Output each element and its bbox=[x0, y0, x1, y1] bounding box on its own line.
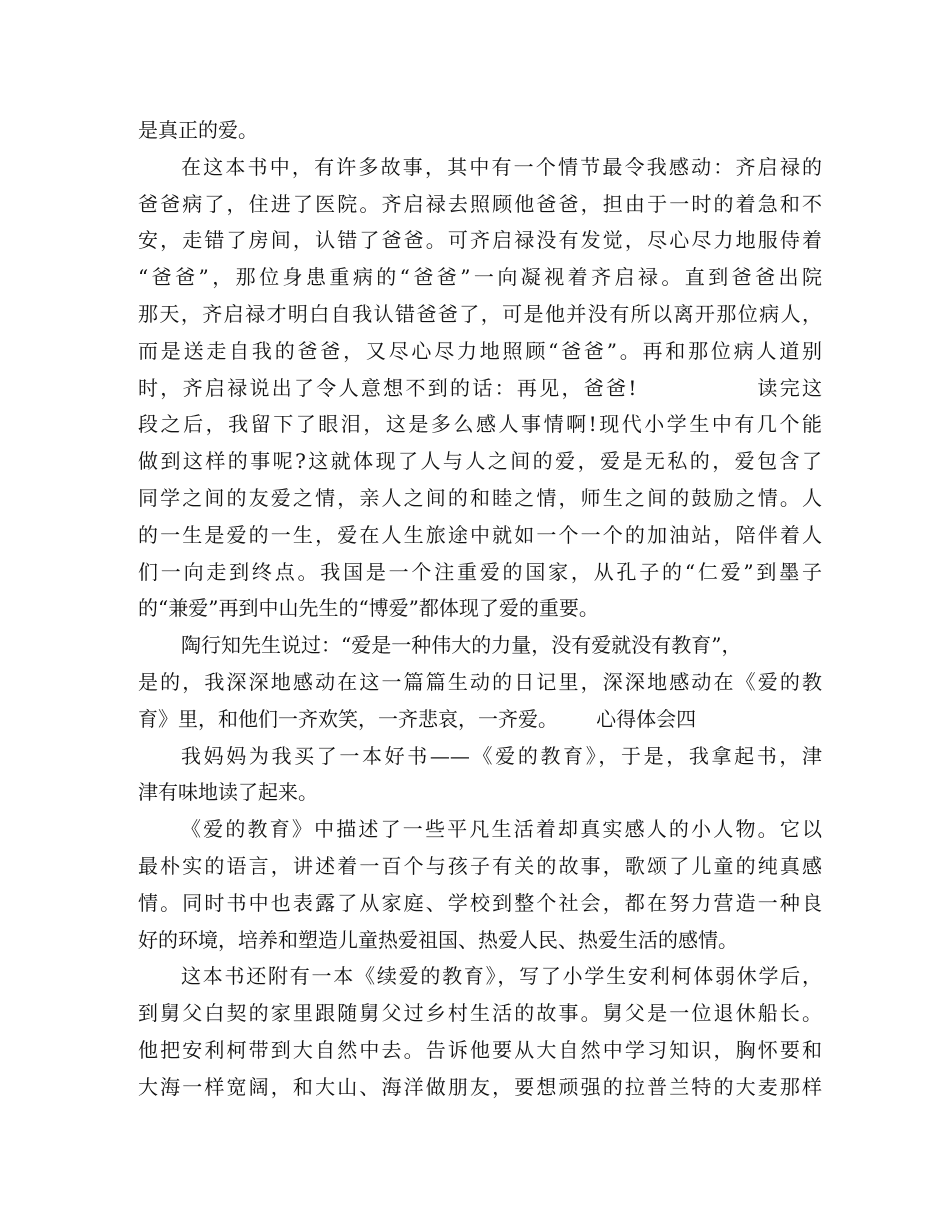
text-line: 陶行知先生说过：“爱是一种伟大的力量，没有爱就没有教育”， bbox=[181, 633, 742, 658]
text-line: 是真正的爱。 bbox=[138, 118, 258, 142]
text-line: 的“兼爱”再到中山先生的“博爱”都体现了爱的重要。 bbox=[138, 596, 599, 621]
text-line: 是的，我深深地感动在这一篇篇生动的日记里，深深地感动在《爱的教 bbox=[138, 669, 822, 694]
text-line: 最朴实的语言，讲述着一百个与孩子有关的故事，歌颂了儿童的纯真感 bbox=[138, 853, 822, 878]
text-line: 那天，齐启禄才明白自我认错爸爸了，可是他并没有所以离开那位病人， bbox=[138, 301, 822, 326]
text-line: 这本书还附有一本《续爱的教育》，写了小学生安利柯体弱休学后， bbox=[181, 964, 822, 989]
text-line: 到舅父白契的家里跟随舅父过乡村生活的故事。舅父是一位退休船长。 bbox=[138, 1001, 822, 1026]
text-line: 津有味地读了起来。 bbox=[138, 780, 318, 805]
text-line: 段之后，我留下了眼泪，这是多么感人事情啊!现代小学生中有几个能 bbox=[138, 412, 822, 437]
text-line: 《爱的教育》中描述了一些平凡生活着却真实感人的小人物。它以 bbox=[181, 817, 822, 842]
text-line: 爸爸病了，住进了医院。齐启禄去照顾他爸爸，担由于一时的着急和不 bbox=[138, 191, 822, 216]
text-line: 育》里，和他们一齐欢笑，一齐悲哀，一齐爱。 心得体会四 bbox=[138, 706, 697, 731]
document-page bbox=[138, 112, 822, 1106]
text-line: 我妈妈为我买了一本好书——《爱的教育》，于是，我拿起书，津 bbox=[181, 743, 822, 768]
text-line: 情。同时书中也表露了从家庭、学校到整个社会，都在努力营造一种良 bbox=[138, 890, 822, 915]
text-line: 而是送走自我的爸爸，又尽心尽力地照顾“爸爸”。再和那位病人道别 bbox=[138, 338, 822, 363]
text-line: 他把安利柯带到大自然中去。告诉他要从大自然中学习知识，胸怀要和 bbox=[138, 1037, 822, 1062]
text-line: 同学之间的友爱之情，亲人之间的和睦之情，师生之间的鼓励之情。人 bbox=[138, 485, 822, 510]
text-line: “爸爸”，那位身患重病的“爸爸”一向凝视着齐启禄。直到爸爸出院 bbox=[138, 265, 822, 290]
text-line: 们一向走到终点。我国是一个注重爱的国家，从孔子的“仁爱”到墨子 bbox=[138, 559, 822, 584]
text-line: 的一生是爱的一生，爱在人生旅途中就如一个一个的加油站，陪伴着人 bbox=[138, 522, 822, 547]
text-line: 好的环境，培养和塑造儿童热爱祖国、热爱人民、热爱生活的感情。 bbox=[138, 927, 738, 952]
text-line: 时，齐启禄说出了令人意想不到的话：再见，爸爸! 读完这 bbox=[138, 375, 822, 400]
text-line: 做到这样的事呢?这就体现了人与人之间的爱，爱是无私的，爱包含了 bbox=[138, 449, 822, 474]
text-line: 安，走错了房间，认错了爸爸。可齐启禄没有发觉，尽心尽力地服侍着 bbox=[138, 228, 822, 253]
text-line: 大海一样宽阔，和大山、海洋做朋友，要想顽强的拉普兰特的大麦那样 bbox=[138, 1074, 822, 1099]
text-line: 在这本书中，有许多故事，其中有一个情节最令我感动：齐启禄的 bbox=[181, 154, 822, 179]
